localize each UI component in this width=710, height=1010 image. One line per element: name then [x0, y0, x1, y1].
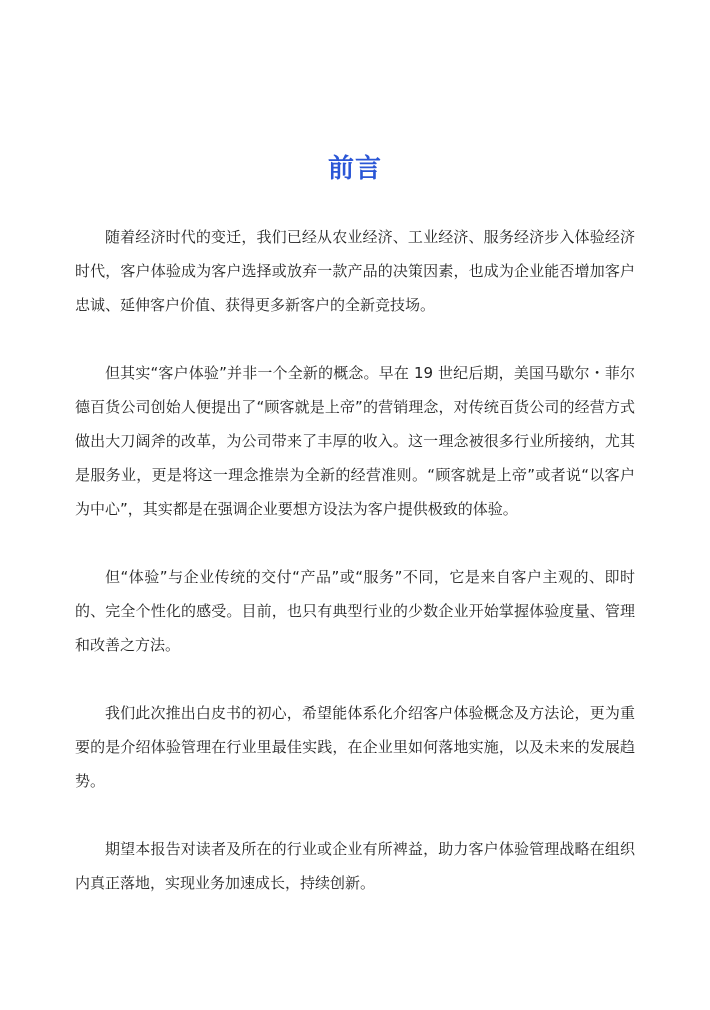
paragraph-2: 但其实“客户体验”并非一个全新的概念。早在 19 世纪后期，美国马歇尔・菲尔德百货公司创始人便提出了“顾客就是上帝”的营销理念，对传统百货公司的经营方式做出大刀阔斧的改革，为公司带来了丰厚的收入。这一理念被很多行业所接纳，尤其是服务业，更是将这一理念推崇为全新的经营准则。“顾客就是上帝”或者说“以客户为中心”，其实都是在强调企业要想方设法为客户提供极致的体验。 [75, 364, 635, 518]
paragraph-5: 期望本报告对读者及所在的行业或企业有所裨益，助力客户体验管理战略在组织内真正落地，实现业务加速成长，持续创新。 [75, 840, 635, 892]
paragraph-1: 随着经济时代的变迁，我们已经从农业经济、工业经济、服务经济步入体验经济时代，客户体验成为客户选择或放弃一款产品的决策因素，也成为企业能否增加客户忠诚、延伸客户价值、获得更多新客户的全新竞技场。 [75, 228, 635, 314]
page-title: 前言 [327, 154, 382, 184]
paragraph-3: 但“体验”与企业传统的交付“产品”或“服务”不同，它是来自客户主观的、即时的、完全个性化的感受。目前，也只有典型行业的少数企业开始掌握体验度量、管理和改善之方法。 [75, 568, 635, 654]
body-content [75, 220, 635, 932]
paragraph-4: 我们此次推出白皮书的初心，希望能体系化介绍客户体验概念及方法论，更为重要的是介绍体验管理在行业里最佳实践，在企业里如何落地实施，以及未来的发展趋势。 [75, 704, 635, 790]
